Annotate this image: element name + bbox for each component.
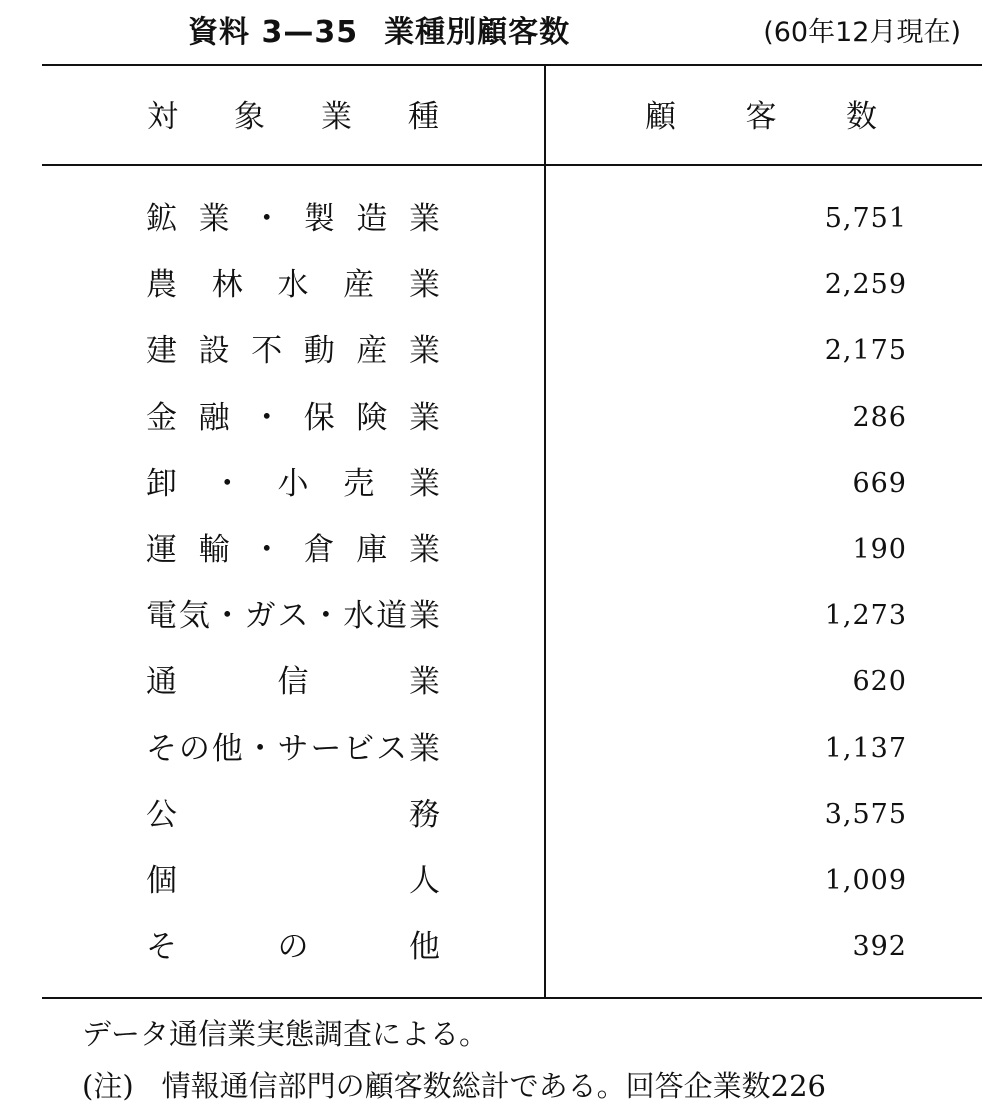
count-cell: 1,009 [824, 865, 907, 896]
count-cell: 620 [852, 666, 907, 698]
table-row [0, 517, 1001, 583]
count-cell: 3,575 [824, 798, 907, 830]
header-rule [42, 164, 982, 166]
count-cell: 2,259 [824, 269, 907, 301]
industry-cell: 個人 [146, 863, 440, 899]
count-cell: 286 [852, 401, 907, 433]
table-row [0, 583, 1001, 649]
count-cell: 190 [852, 534, 907, 565]
page-title [188, 10, 570, 56]
table-top-rule [42, 64, 982, 66]
title-code: 資料 3—35 [188, 15, 359, 50]
industry-cell: 電気・ガス・水道業 [146, 598, 440, 635]
footnote-text: 情報通信部門の顧客数総計である。回答企業数226 [161, 1069, 826, 1103]
table-row [0, 914, 1001, 980]
industry-cell: 金融・保険業 [146, 399, 440, 436]
table-row [0, 252, 1001, 318]
count-cell: 2,175 [824, 335, 907, 367]
table-row [0, 716, 1001, 782]
industry-cell: 卸・小売業 [146, 465, 440, 502]
table-row [0, 451, 1001, 517]
source-note: データ通信業実態調査による。 [82, 1017, 489, 1051]
title-text: 業種別顧客数 [384, 15, 571, 50]
header-count: 顧 客 数 [645, 99, 877, 135]
industry-cell: 通信業 [146, 664, 440, 701]
count-cell: 669 [852, 467, 907, 499]
table-row [0, 385, 1001, 451]
title-row [0, 10, 1001, 60]
table-row [0, 782, 1001, 848]
industry-cell: その他・サービス業 [146, 730, 440, 767]
industry-cell: 運輸・倉庫業 [146, 532, 440, 568]
industry-cell: 鉱業・製造業 [146, 201, 440, 237]
footnote-label: (注) [82, 1069, 134, 1103]
count-cell: 1,137 [824, 732, 907, 764]
as-of-date: (60年12月現在) [763, 17, 961, 48]
industry-cell: 農林水産業 [146, 267, 440, 304]
header-industry: 対 象 業 種 [147, 99, 439, 135]
footnote [82, 1066, 826, 1106]
industry-cell: 建設不動産業 [146, 333, 440, 370]
industry-cell: その他 [146, 929, 440, 966]
count-cell: 1,273 [824, 600, 907, 632]
table-row [0, 649, 1001, 715]
table-bottom-rule [42, 997, 982, 999]
table-row [0, 186, 1001, 252]
industry-cell: 公務 [146, 796, 440, 833]
table-row [0, 318, 1001, 384]
table-row [0, 848, 1001, 914]
count-cell: 5,751 [824, 203, 907, 234]
count-cell: 392 [852, 931, 907, 963]
